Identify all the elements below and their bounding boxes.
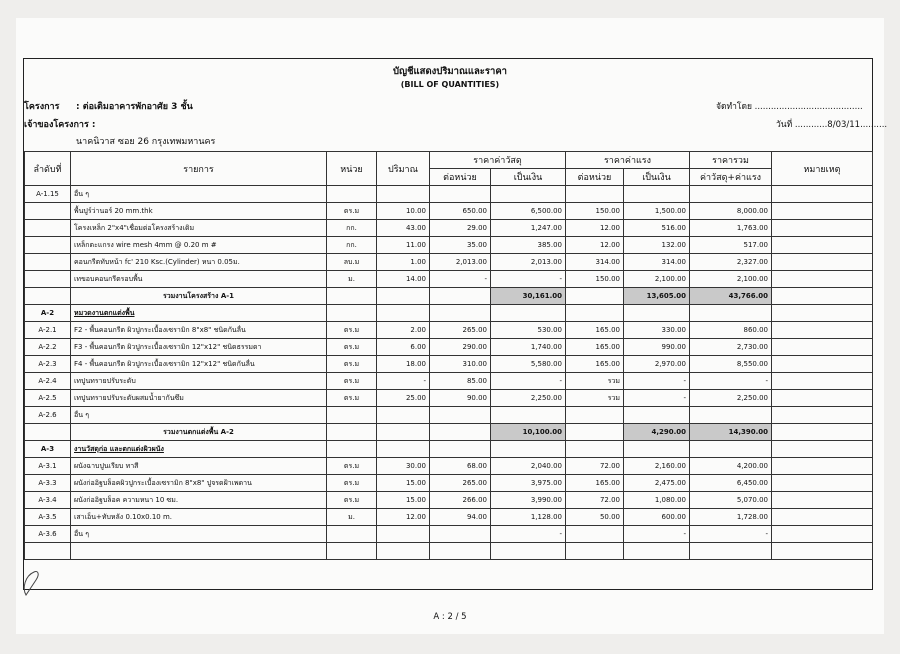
table-row xyxy=(25,509,873,526)
table-row xyxy=(25,186,873,203)
row-number: A-2.5 xyxy=(25,390,71,407)
section-header-row xyxy=(25,305,873,322)
row-unit: ตร.ม xyxy=(327,475,377,492)
row-quantity xyxy=(377,186,430,203)
row-labour-unit-price: 150.00 xyxy=(566,203,624,220)
row-number: A-2.1 xyxy=(25,322,71,339)
row-labour-amount: 600.00 xyxy=(624,509,690,526)
row-labour-unit-price: 72.00 xyxy=(566,492,624,509)
row-labour-unit-price: 50.00 xyxy=(566,509,624,526)
row-labour-amount: 2,160.00 xyxy=(624,458,690,475)
row-material-amount xyxy=(491,543,566,560)
row-number xyxy=(25,203,71,220)
row-unit: ตร.ม xyxy=(327,458,377,475)
row-labour-amount xyxy=(624,186,690,203)
table-row xyxy=(25,526,873,543)
row-labour-unit-price: 314.00 xyxy=(566,254,624,271)
row-total: 2,100.00 xyxy=(690,271,772,288)
row-description: พื้นปูร์ว่านอร์ 20 mm.thk xyxy=(71,203,327,220)
table-row xyxy=(25,492,873,509)
row-unit xyxy=(327,441,377,458)
row-total: 8,000.00 xyxy=(690,203,772,220)
row-labour-amount: - xyxy=(624,373,690,390)
row-quantity: 14.00 xyxy=(377,271,430,288)
row-description: F3 - พื้นคอนกรีต ผิวปูกระเบื้องเซรามิก 12"x12" ชนิดธรรมดา xyxy=(71,339,327,356)
row-number: A-3.1 xyxy=(25,458,71,475)
row-quantity xyxy=(377,407,430,424)
row-unit xyxy=(327,407,377,424)
row-number: A-2.6 xyxy=(25,407,71,424)
row-labour-amount xyxy=(624,407,690,424)
row-labour-amount: 1,080.00 xyxy=(624,492,690,509)
row-total: 2,250.00 xyxy=(690,390,772,407)
row-number xyxy=(25,237,71,254)
row-total xyxy=(690,441,772,458)
bill-of-quantities-table xyxy=(24,151,873,560)
row-labour-amount: 330.00 xyxy=(624,322,690,339)
owner-label: เจ้าของโครงการ : xyxy=(24,120,96,130)
row-quantity: 15.00 xyxy=(377,492,430,509)
table-row xyxy=(25,254,873,271)
table-row xyxy=(25,390,873,407)
row-labour-unit-price: 72.00 xyxy=(566,458,624,475)
date-field: วันที่ ............8/03/11.......... xyxy=(776,120,888,130)
row-labour-amount: 2,970.00 xyxy=(624,356,690,373)
col-remark: หมายเหตุ xyxy=(772,152,873,186)
row-total: - xyxy=(690,373,772,390)
row-description: เทปูนทรายปรับระดับผสมน้ำยากันซึม xyxy=(71,390,327,407)
row-material-unit-price xyxy=(430,288,491,305)
row-labour-unit-price xyxy=(566,305,624,322)
row-number: A-2 xyxy=(25,305,71,322)
row-labour-amount: 2,475.00 xyxy=(624,475,690,492)
row-material-unit-price xyxy=(430,407,491,424)
row-material-unit-price: 29.00 xyxy=(430,220,491,237)
row-quantity: 25.00 xyxy=(377,390,430,407)
row-unit: ลบ.ม xyxy=(327,254,377,271)
row-remark xyxy=(772,339,873,356)
row-material-unit-price: 90.00 xyxy=(430,390,491,407)
row-remark xyxy=(772,543,873,560)
row-quantity: 6.00 xyxy=(377,339,430,356)
row-labour-unit-price xyxy=(566,441,624,458)
row-total: 4,200.00 xyxy=(690,458,772,475)
row-unit xyxy=(327,186,377,203)
row-description: ผนังฉาบปูนเรียบ ทาสี xyxy=(71,458,327,475)
row-total: 14,390.00 xyxy=(690,424,772,441)
row-remark xyxy=(772,203,873,220)
row-total: 517.00 xyxy=(690,237,772,254)
row-quantity: 15.00 xyxy=(377,475,430,492)
row-total: 860.00 xyxy=(690,322,772,339)
row-material-unit-price xyxy=(430,305,491,322)
row-labour-unit-price xyxy=(566,288,624,305)
section-header-row xyxy=(25,441,873,458)
row-labour-unit-price xyxy=(566,407,624,424)
col-labour-amount: เป็นเงิน xyxy=(624,169,690,186)
row-remark xyxy=(772,305,873,322)
row-number: A-3.4 xyxy=(25,492,71,509)
row-description: คอนกรีตทับหน้า fc' 210 Ksc.(Cylinder) หนา 0.05ม. xyxy=(71,254,327,271)
row-remark xyxy=(772,322,873,339)
row-material-amount xyxy=(491,407,566,424)
row-remark xyxy=(772,475,873,492)
row-description: เหล็กตะแกรง wire mesh 4mm @ 0.20 m # xyxy=(71,237,327,254)
row-remark xyxy=(772,441,873,458)
row-labour-unit-price: 12.00 xyxy=(566,237,624,254)
row-remark xyxy=(772,271,873,288)
row-labour-amount: - xyxy=(624,526,690,543)
row-material-amount: 530.00 xyxy=(491,322,566,339)
row-labour-amount: 516.00 xyxy=(624,220,690,237)
row-total xyxy=(690,543,772,560)
row-unit: กก. xyxy=(327,237,377,254)
row-quantity: 10.00 xyxy=(377,203,430,220)
row-remark xyxy=(772,492,873,509)
col-material-group: ราคาค่าวัสดุ xyxy=(430,152,566,169)
row-description: อื่น ๆ xyxy=(71,186,327,203)
row-number: A-3.6 xyxy=(25,526,71,543)
row-description: หมวดงานตกแต่งพื้น xyxy=(71,305,327,322)
table-row xyxy=(25,475,873,492)
row-labour-unit-price: 165.00 xyxy=(566,339,624,356)
row-material-unit-price: 310.00 xyxy=(430,356,491,373)
row-description: โครงเหล็ก 2"x4"เชื่อมต่อโครงสร้างเดิม xyxy=(71,220,327,237)
table-body xyxy=(25,186,873,560)
row-quantity: 1.00 xyxy=(377,254,430,271)
row-remark xyxy=(772,356,873,373)
row-total: 2,327.00 xyxy=(690,254,772,271)
row-unit: ตร.ม xyxy=(327,322,377,339)
row-remark xyxy=(772,509,873,526)
row-quantity: 30.00 xyxy=(377,458,430,475)
col-material-amount: เป็นเงิน xyxy=(491,169,566,186)
project-name: : ต่อเติมอาคารพักอาศัย 3 ชั้น xyxy=(76,102,193,112)
row-material-amount: 3,990.00 xyxy=(491,492,566,509)
row-unit: ตร.ม xyxy=(327,356,377,373)
row-material-amount: 6,500.00 xyxy=(491,203,566,220)
row-remark xyxy=(772,390,873,407)
row-remark xyxy=(772,254,873,271)
row-material-amount xyxy=(491,441,566,458)
row-total: 8,550.00 xyxy=(690,356,772,373)
row-quantity xyxy=(377,288,430,305)
row-unit: ม. xyxy=(327,509,377,526)
row-unit: ตร.ม xyxy=(327,492,377,509)
row-description: อื่น ๆ xyxy=(71,526,327,543)
row-material-amount xyxy=(491,186,566,203)
row-remark xyxy=(772,526,873,543)
row-number xyxy=(25,543,71,560)
row-material-unit-price: - xyxy=(430,271,491,288)
row-unit: ตร.ม xyxy=(327,390,377,407)
row-material-unit-price: 266.00 xyxy=(430,492,491,509)
row-remark xyxy=(772,458,873,475)
row-material-unit-price xyxy=(430,441,491,458)
row-number xyxy=(25,220,71,237)
table-row xyxy=(25,271,873,288)
row-quantity xyxy=(377,543,430,560)
row-quantity: 43.00 xyxy=(377,220,430,237)
row-total: 1,728.00 xyxy=(690,509,772,526)
col-no: ลำดับที่ xyxy=(25,152,71,186)
row-material-unit-price: 2,013.00 xyxy=(430,254,491,271)
row-unit: ตร.ม xyxy=(327,373,377,390)
row-labour-amount: 314.00 xyxy=(624,254,690,271)
project-address: นาคนิวาส ซอย 26 กรุงเทพมหานคร xyxy=(76,137,216,147)
row-labour-amount: 990.00 xyxy=(624,339,690,356)
row-material-amount: 2,013.00 xyxy=(491,254,566,271)
row-material-amount: - xyxy=(491,271,566,288)
row-total: 43,766.00 xyxy=(690,288,772,305)
row-labour-unit-price xyxy=(566,186,624,203)
row-labour-amount: 13,605.00 xyxy=(624,288,690,305)
row-quantity: 11.00 xyxy=(377,237,430,254)
row-number xyxy=(25,288,71,305)
row-quantity xyxy=(377,441,430,458)
row-quantity: 18.00 xyxy=(377,356,430,373)
row-labour-amount xyxy=(624,305,690,322)
row-number: A-3.5 xyxy=(25,509,71,526)
row-material-amount: 2,040.00 xyxy=(491,458,566,475)
row-description: ผนังก่ออิฐบล็อค ความหนา 10 ซม. xyxy=(71,492,327,509)
row-total: 5,070.00 xyxy=(690,492,772,509)
row-labour-amount: 1,500.00 xyxy=(624,203,690,220)
row-remark xyxy=(772,373,873,390)
row-number xyxy=(25,271,71,288)
row-material-unit-price: 35.00 xyxy=(430,237,491,254)
pen-scribble-mark xyxy=(20,568,48,598)
row-number: A-2.3 xyxy=(25,356,71,373)
col-total-group: ราคารวม xyxy=(690,152,772,169)
row-unit: ม. xyxy=(327,271,377,288)
row-description: รวมงานตกแต่งพื้น A-2 xyxy=(71,424,327,441)
row-labour-unit-price: 12.00 xyxy=(566,220,624,237)
row-remark xyxy=(772,186,873,203)
row-number: A-3.3 xyxy=(25,475,71,492)
row-unit: ตร.ม xyxy=(327,203,377,220)
col-labour-group: ราคาค่าแรง xyxy=(566,152,690,169)
row-remark xyxy=(772,237,873,254)
row-total: 1,763.00 xyxy=(690,220,772,237)
row-total xyxy=(690,407,772,424)
row-material-unit-price: 68.00 xyxy=(430,458,491,475)
row-material-unit-price xyxy=(430,526,491,543)
project-label: โครงการ xyxy=(24,102,60,112)
row-number: A-3 xyxy=(25,441,71,458)
row-material-amount xyxy=(491,305,566,322)
row-material-amount: 1,247.00 xyxy=(491,220,566,237)
table-row xyxy=(25,458,873,475)
table-row xyxy=(25,220,873,237)
row-quantity: 12.00 xyxy=(377,509,430,526)
row-unit xyxy=(327,305,377,322)
table-row xyxy=(25,407,873,424)
row-unit xyxy=(327,526,377,543)
table-row xyxy=(25,339,873,356)
row-unit xyxy=(327,424,377,441)
col-quantity: ปริมาณ xyxy=(377,152,430,186)
table-row xyxy=(25,322,873,339)
row-unit xyxy=(327,543,377,560)
row-material-unit-price xyxy=(430,424,491,441)
row-description: F2 - พื้นคอนกรีต ผิวปูกระเบื้องเซรามิก 8"x8" ชนิดกันลื่น xyxy=(71,322,327,339)
row-material-unit-price: 85.00 xyxy=(430,373,491,390)
row-quantity xyxy=(377,305,430,322)
table-row xyxy=(25,356,873,373)
document-title-english: (BILL OF QUANTITIES) xyxy=(400,80,500,89)
row-labour-amount xyxy=(624,543,690,560)
row-material-unit-price: 290.00 xyxy=(430,339,491,356)
row-quantity xyxy=(377,526,430,543)
row-number xyxy=(25,254,71,271)
col-labour-unit-price: ต่อหน่วย xyxy=(566,169,624,186)
subtotal-row xyxy=(25,424,873,441)
row-unit: ตร.ม xyxy=(327,339,377,356)
table-row xyxy=(25,373,873,390)
row-number xyxy=(25,424,71,441)
row-material-amount: - xyxy=(491,373,566,390)
row-number: A-1.15 xyxy=(25,186,71,203)
page-number: A : 2 / 5 xyxy=(433,612,467,622)
row-quantity xyxy=(377,424,430,441)
row-number: A-2.4 xyxy=(25,373,71,390)
row-labour-unit-price: รวม xyxy=(566,390,624,407)
row-description: เทปูนทรายปรับระดับ xyxy=(71,373,327,390)
row-unit xyxy=(327,288,377,305)
row-labour-amount: 2,100.00 xyxy=(624,271,690,288)
row-material-unit-price: 265.00 xyxy=(430,475,491,492)
row-description xyxy=(71,543,327,560)
col-total-sub: ค่าวัสดุ+ค่าแรง xyxy=(690,169,772,186)
table-row xyxy=(25,203,873,220)
row-material-amount: - xyxy=(491,526,566,543)
row-unit: กก. xyxy=(327,220,377,237)
row-quantity: - xyxy=(377,373,430,390)
row-labour-amount: 132.00 xyxy=(624,237,690,254)
table-header xyxy=(25,152,873,186)
row-total: - xyxy=(690,526,772,543)
row-material-amount: 5,580.00 xyxy=(491,356,566,373)
row-total xyxy=(690,186,772,203)
row-labour-unit-price: 150.00 xyxy=(566,271,624,288)
row-remark xyxy=(772,407,873,424)
row-description: งานวัสดุก่อ และตกแต่งผิวผนัง xyxy=(71,441,327,458)
row-description: ผนังก่ออิฐบล็อคผิวปูกระเบื้องเซรามิก 8"x8" ปูจรดฝ้าเพดาน xyxy=(71,475,327,492)
row-labour-unit-price: 165.00 xyxy=(566,475,624,492)
row-labour-amount: - xyxy=(624,390,690,407)
row-labour-amount xyxy=(624,441,690,458)
row-material-amount: 2,250.00 xyxy=(491,390,566,407)
row-labour-unit-price: 165.00 xyxy=(566,322,624,339)
row-remark xyxy=(772,220,873,237)
row-material-unit-price xyxy=(430,543,491,560)
row-labour-amount: 4,290.00 xyxy=(624,424,690,441)
row-remark xyxy=(772,424,873,441)
row-description: รวมงานโครงสร้าง A-1 xyxy=(71,288,327,305)
row-material-amount: 3,975.00 xyxy=(491,475,566,492)
row-material-amount: 10,100.00 xyxy=(491,424,566,441)
row-material-amount: 1,128.00 xyxy=(491,509,566,526)
row-material-unit-price: 94.00 xyxy=(430,509,491,526)
row-remark xyxy=(772,288,873,305)
row-labour-unit-price: รวม xyxy=(566,373,624,390)
row-labour-unit-price: 165.00 xyxy=(566,356,624,373)
row-number: A-2.2 xyxy=(25,339,71,356)
row-labour-unit-price xyxy=(566,543,624,560)
table-row xyxy=(25,543,873,560)
table-row xyxy=(25,237,873,254)
col-material-unit-price: ต่อหน่วย xyxy=(430,169,491,186)
row-labour-unit-price xyxy=(566,424,624,441)
row-material-unit-price xyxy=(430,186,491,203)
row-description: เทขอบคอนกรีตรอบพื้น xyxy=(71,271,327,288)
prepared-by: จัดทำโดย ........................................ xyxy=(716,102,863,112)
col-item: รายการ xyxy=(71,152,327,186)
row-quantity: 2.00 xyxy=(377,322,430,339)
row-material-unit-price: 265.00 xyxy=(430,322,491,339)
row-total: 2,730.00 xyxy=(690,339,772,356)
row-material-amount: 1,740.00 xyxy=(491,339,566,356)
row-description: เสาเอ็น+ทับหลัง 0.10x0.10 m. xyxy=(71,509,327,526)
row-material-amount: 385.00 xyxy=(491,237,566,254)
row-labour-unit-price xyxy=(566,526,624,543)
row-material-amount: 30,161.00 xyxy=(491,288,566,305)
col-unit: หน่วย xyxy=(327,152,377,186)
document-title-thai: บัญชีแสดงปริมาณและราคา xyxy=(392,66,508,77)
row-material-unit-price: 650.00 xyxy=(430,203,491,220)
subtotal-row xyxy=(25,288,873,305)
row-total xyxy=(690,305,772,322)
row-description: F4 - พื้นคอนกรีต ผิวปูกระเบื้องเซรามิก 12"x12" ชนิดกันลื่น xyxy=(71,356,327,373)
row-description: อื่น ๆ xyxy=(71,407,327,424)
row-total: 6,450.00 xyxy=(690,475,772,492)
